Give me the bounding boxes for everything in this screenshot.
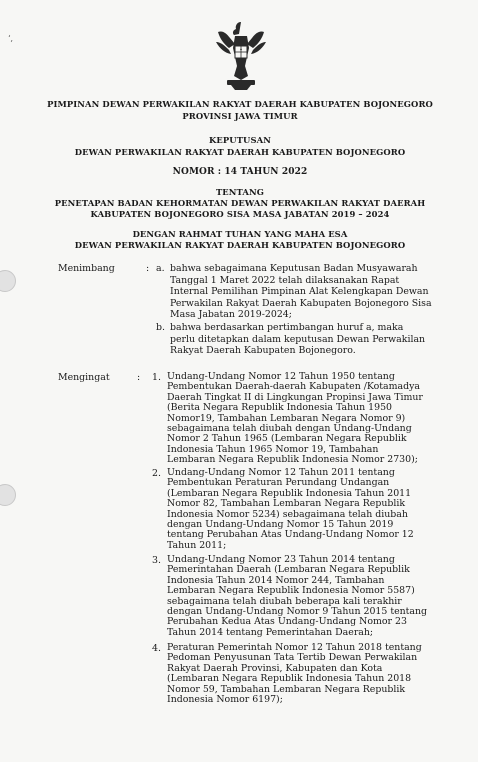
text-line: Nomor 82, Tambahan Lembaran Negara Republik [167, 498, 406, 510]
text-line: sebagaimana telah diubah beberapa kali terakhir [167, 595, 402, 607]
text-line: (Berita Negara Republik Indonesia Tahun 1950 [167, 402, 393, 414]
text-line: dengan Undang-Undang Nomor 9 Tahun 2015 tentang [167, 606, 428, 618]
mengingat-label: Mengingat [58, 372, 110, 383]
text-line: Pemerintahan Daerah (Lembaran Negara Republik [167, 564, 410, 576]
text-line: Masa Jabatan 2019-2024; [170, 309, 292, 321]
punch-hole-top [0, 270, 16, 292]
menimbang-colon: : [146, 263, 150, 274]
text-line: Perwakilan Rakyat Daerah Kabupaten Bojonegoro Sisa [170, 297, 432, 309]
text-line: Nomor19, Tambahan Lembaran Negara Nomor 9) [167, 412, 406, 424]
text-line: perlu ditetapkan dalam keputusan Dewan Perwakilan [170, 333, 426, 345]
text-line: bahwa sebagaimana Keputusan Badan Musyawarah [170, 263, 418, 274]
text-line: Indonesia Nomor 6197); [167, 694, 283, 706]
text-line: Peraturan Pemerintah Nomor 12 Tahun 2018 tentang [167, 642, 422, 653]
text-line: Undang-Undang Nomor 23 Tahun 2014 tentang [167, 554, 395, 565]
issuer-line-2: PROVINSI JAWA TIMUR [182, 111, 298, 121]
text-line: Pedoman Penyusunan Tata Tertib Dewan Perwakilan [167, 652, 418, 664]
mengingat-marker-1: 1. [152, 372, 161, 383]
subject-line-2: KABUPATEN BOJONEGORO SISA MASA JABATAN 2019 – 2024 [90, 209, 390, 219]
subject-line-1: PENETAPAN BADAN KEHORMATAN DEWAN PERWAKILAN RAKYAT DAERAH [54, 198, 426, 208]
text-line: Lembaran Negara Republik Indonesia Nomor 2730); [167, 454, 418, 466]
mengingat-marker-2: 2. [152, 468, 161, 479]
text-line: Internal Pemilihan Pimpinan Alat Kelengkapan Dewan [170, 286, 429, 298]
text-line: dengan Undang-Undang Nomor 15 Tahun 2019 [167, 519, 394, 531]
text-line: (Lembaran Negara Republik Indonesia Tahun 2018 [167, 673, 412, 685]
text-line: Pembentukan Daerah-daerah Kabupaten /Kotamadya [167, 381, 420, 393]
text-line: Undang-Undang Nomor 12 Tahun 1950 tentang [167, 371, 395, 382]
menimbang-item-b [170, 322, 440, 357]
menimbang-marker-a: a. [156, 263, 165, 274]
text-line: Rakyat Daerah Provinsi, Kabupaten dan Kota [167, 662, 383, 674]
mengingat-item-4 [167, 643, 439, 705]
decree-number: NOMOR : 14 TAHUN 2022 [172, 167, 308, 177]
mengingat-item-2 [167, 468, 439, 551]
garuda-emblem-icon [215, 18, 267, 92]
tentang-heading: TENTANG [215, 187, 265, 197]
text-line: Tahun 2011; [167, 539, 227, 551]
rahmat-line-1: DENGAN RAHMAT TUHAN YANG MAHA ESA [132, 229, 348, 239]
text-line: Nomor 2 Tahun 1965 (Lembaran Negara Republik [167, 433, 407, 445]
text-line: Tanggal 1 Maret 2022 telah dilaksanakan Rapat [170, 274, 400, 286]
text-line: sebagaimana telah diubah dengan Undang-Undang [167, 423, 412, 435]
text-line: (Lembaran Negara Republik Indonesia Tahun 2011 [167, 487, 412, 499]
text-line: Pembentukan Peraturan Perundang Undangan [167, 477, 390, 489]
text-line: Daerah Tingkat II di Lingkungan Propinsi Jawa Timur [167, 391, 423, 403]
text-line: bahwa berdasarkan pertimbangan huruf a, maka [170, 322, 404, 333]
menimbang-label: Menimbang [58, 263, 115, 274]
decree-title: KEPUTUSAN [209, 135, 271, 145]
rahmat-line-2: DEWAN PERWAKILAN RAKYAT DAERAH KABUPATEN BOJONEGORO [74, 240, 406, 250]
text-line: Undang-Undang Nomor 12 Tahun 2011 tentang [167, 467, 395, 478]
mengingat-marker-3: 3. [152, 555, 161, 566]
menimbang-marker-b: b. [156, 322, 165, 333]
text-line: Tahun 2014 tentang Pemerintahan Daerah; [167, 626, 374, 638]
text-line: Rakyat Daerah Kabupaten Bojonegoro. [170, 345, 356, 357]
menimbang-item-a [170, 263, 440, 321]
mengingat-item-1 [167, 372, 439, 466]
mengingat-item-3 [167, 555, 439, 638]
text-line: Perubahan Kedua Atas Undang-Undang Nomor 23 [167, 616, 407, 628]
text-line: tentang Perubahan Atas Undang-Undang Nomor 12 [167, 529, 414, 541]
mengingat-marker-4: 4. [152, 643, 161, 654]
scan-mark: ʻ, [8, 34, 14, 43]
text-line: Lembaran Negara Republik Indonesia Nomor 5587) [167, 585, 415, 597]
text-line: Indonesia Tahun 2014 Nomor 244, Tambahan [167, 574, 385, 586]
text-line: Nomor 59, Tambahan Lembaran Negara Republik [167, 683, 406, 695]
mengingat-colon: : [137, 372, 141, 383]
decree-body: DEWAN PERWAKILAN RAKYAT DAERAH KABUPATEN BOJONEGORO [74, 147, 406, 157]
issuer-line-1: PIMPINAN DEWAN PERWAKILAN RAKYAT DAERAH KABUPATEN BOJONEGORO [47, 99, 433, 109]
text-line: Indonesia Tahun 1965 Nomor 19, Tambahan [167, 443, 379, 455]
text-line: Indonesia Nomor 5234) sebagaimana telah diubah [167, 508, 408, 520]
punch-hole-bottom [0, 484, 16, 506]
